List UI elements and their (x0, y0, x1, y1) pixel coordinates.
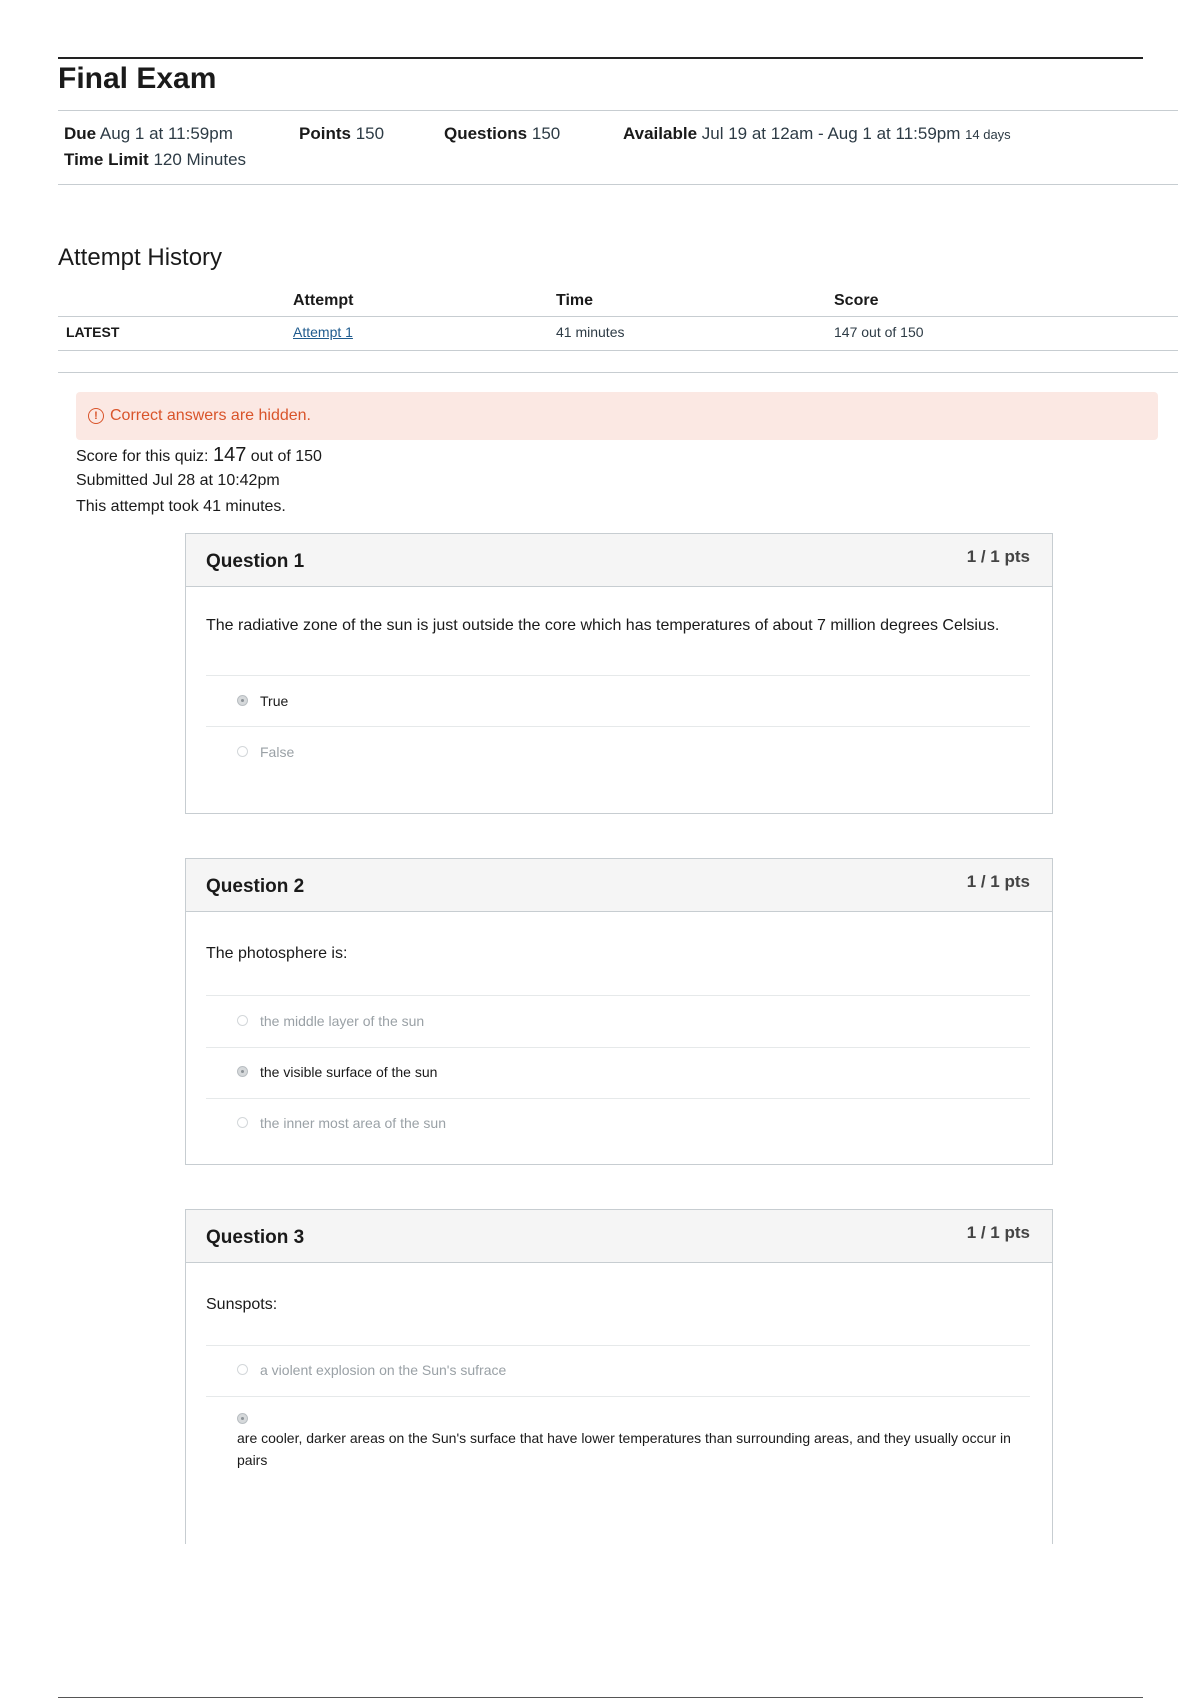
answer-label: are cooler, darker areas on the Sun's surface that have lower temperatures than surrounding areas, and they usually occur in pairs (237, 1430, 1011, 1468)
column-header-attempt: Attempt (293, 292, 354, 309)
question-title: Question 2 (206, 876, 305, 897)
questions-info (444, 124, 560, 144)
answer-option[interactable] (206, 1396, 1030, 1497)
question-points: 1 / 1 pts (966, 547, 1030, 566)
attempt-cell (293, 324, 353, 340)
radio-selected-icon[interactable] (237, 1413, 248, 1424)
question-header (186, 859, 1052, 912)
table-header-divider (58, 316, 1178, 317)
time-cell: 41 minutes (556, 324, 625, 340)
score-suffix: out of 150 (250, 448, 322, 465)
answer-option[interactable] (206, 675, 1030, 726)
question-card (185, 1209, 1053, 1544)
answer-option[interactable] (206, 1345, 1030, 1396)
available-info (623, 124, 1011, 144)
due-value: Aug 1 at 11:59pm (99, 124, 233, 143)
table-row-divider (58, 350, 1178, 351)
top-divider (58, 57, 1143, 59)
time-limit-label: Time Limit (64, 150, 149, 169)
quiz-score (76, 444, 322, 467)
radio-selected-icon[interactable] (237, 1066, 248, 1077)
score-cell: 147 out of 150 (834, 324, 924, 340)
question-text: Sunspots: (206, 1296, 278, 1313)
answers-hidden-alert (76, 392, 1158, 440)
question-title: Question 1 (206, 551, 305, 572)
question-text: The radiative zone of the sun is just outside the core which has temperatures of about 7 million degrees Celsius. (206, 617, 1000, 634)
questions-value: 150 (531, 124, 561, 143)
meta-divider-bottom (58, 184, 1178, 185)
submitted-time: Submitted Jul 28 at 10:42pm (76, 472, 280, 489)
answer-option[interactable] (206, 1047, 1030, 1098)
points-info (299, 124, 384, 144)
score-prefix: Score for this quiz: (76, 448, 209, 465)
question-points: 1 / 1 pts (966, 872, 1030, 891)
question-card (185, 533, 1053, 814)
results-divider (58, 372, 1178, 373)
question-title: Question 3 (206, 1227, 305, 1248)
available-days: 14 days (965, 127, 1011, 142)
questions-label: Questions (444, 124, 528, 143)
answer-label: the inner most area of the sun (260, 1115, 446, 1131)
latest-tag: LATEST (66, 324, 120, 340)
column-header-time: Time (556, 292, 594, 309)
answer-option[interactable] (206, 726, 1030, 777)
attempt-duration: This attempt took 41 minutes. (76, 498, 286, 515)
alert-circle-icon: ! (88, 408, 104, 424)
radio-unselected-icon[interactable] (237, 746, 248, 757)
answer-label: False (260, 744, 295, 760)
due-info (64, 124, 233, 144)
page-title: Final Exam (58, 62, 217, 95)
points-label: Points (299, 124, 351, 143)
question-points: 1 / 1 pts (966, 1223, 1030, 1242)
attempt-link[interactable]: Attempt 1 (293, 324, 353, 340)
answer-label: True (260, 693, 289, 709)
available-label: Available (623, 124, 698, 143)
quiz-results-page (58, 0, 1178, 1700)
alert-text: Correct answers are hidden. (110, 407, 311, 424)
answer-option[interactable] (206, 995, 1030, 1047)
answer-label: a violent explosion on the Sun's sufrace (260, 1362, 507, 1378)
meta-divider-top (58, 110, 1178, 111)
radio-unselected-icon[interactable] (237, 1015, 248, 1026)
available-value: Jul 19 at 12am - Aug 1 at 11:59pm (701, 124, 961, 143)
question-card (185, 858, 1053, 1165)
time-limit-info (64, 150, 246, 170)
answer-label: the middle layer of the sun (260, 1013, 425, 1029)
time-limit-value: 120 Minutes (153, 150, 247, 169)
bottom-divider (58, 1697, 1143, 1698)
question-text: The photosphere is: (206, 945, 348, 962)
due-label: Due (64, 124, 97, 143)
answer-option[interactable] (206, 1098, 1030, 1149)
score-value: 147 (212, 444, 247, 466)
radio-selected-icon[interactable] (237, 695, 248, 706)
question-header (186, 534, 1052, 587)
column-header-score: Score (834, 292, 879, 309)
question-header (186, 1210, 1052, 1263)
radio-unselected-icon[interactable] (237, 1117, 248, 1128)
points-value: 150 (355, 124, 385, 143)
answer-label: the visible surface of the sun (260, 1064, 438, 1080)
attempt-history-title: Attempt History (58, 244, 223, 271)
radio-unselected-icon[interactable] (237, 1364, 248, 1375)
